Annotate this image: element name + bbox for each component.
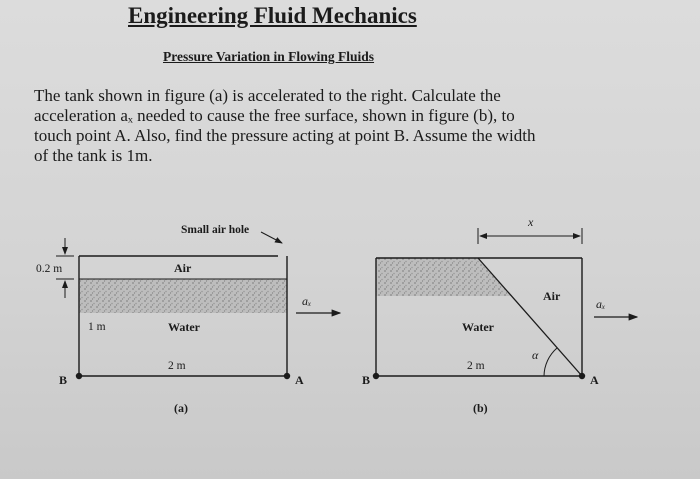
- air-hole-pointer: [261, 232, 282, 243]
- problem-line: touch point A. Also, find the pressure acting at point B. Assume the width: [34, 126, 536, 145]
- height-label: 0.2 m: [36, 263, 63, 275]
- caption-a: (a): [174, 401, 188, 415]
- point-b-label-b: B: [362, 373, 371, 387]
- page-title: Engineering Fluid Mechanics: [128, 3, 417, 28]
- air-hole-label: Small air hole: [181, 224, 250, 236]
- water-label-b: Water: [462, 320, 494, 334]
- angle-arc: [544, 348, 557, 376]
- point-b-label-a: B: [59, 373, 68, 387]
- length-label-a: 2 m: [168, 360, 186, 372]
- point-a-label-b: A: [590, 373, 599, 387]
- problem-line: The tank shown in figure (a) is accelerated to the right. Calculate the: [34, 86, 501, 105]
- water-stipple-b: [376, 258, 512, 296]
- caption-b: (b): [473, 401, 488, 415]
- section-subtitle: Pressure Variation in Flowing Fluids: [163, 49, 375, 64]
- accel-label-b: aₓ: [596, 297, 606, 311]
- accel-label-a: aₓ: [302, 294, 312, 308]
- point-b-marker-b: [373, 373, 379, 379]
- air-label-a: Air: [174, 261, 192, 275]
- point-a-label-a: A: [295, 373, 304, 387]
- length-label-b: 2 m: [467, 360, 485, 372]
- water-label-a: Water: [168, 320, 200, 334]
- angle-label: α: [532, 348, 539, 362]
- depth-label: 1 m: [88, 321, 106, 333]
- x-label: x: [528, 215, 534, 229]
- figure-b: [362, 215, 637, 415]
- problem-line: acceleration aₓ needed to cause the free surface, shown in figure (b), to: [34, 106, 515, 125]
- point-a-marker-a: [284, 373, 290, 379]
- water-surface-stipple: [79, 279, 287, 313]
- figure-a: [36, 224, 340, 415]
- point-b-marker-a: [76, 373, 82, 379]
- air-label-b: Air: [543, 289, 561, 303]
- problem-line: of the tank is 1m.: [34, 146, 153, 165]
- inclined-free-surface: [478, 258, 582, 376]
- point-a-marker-b: [579, 373, 585, 379]
